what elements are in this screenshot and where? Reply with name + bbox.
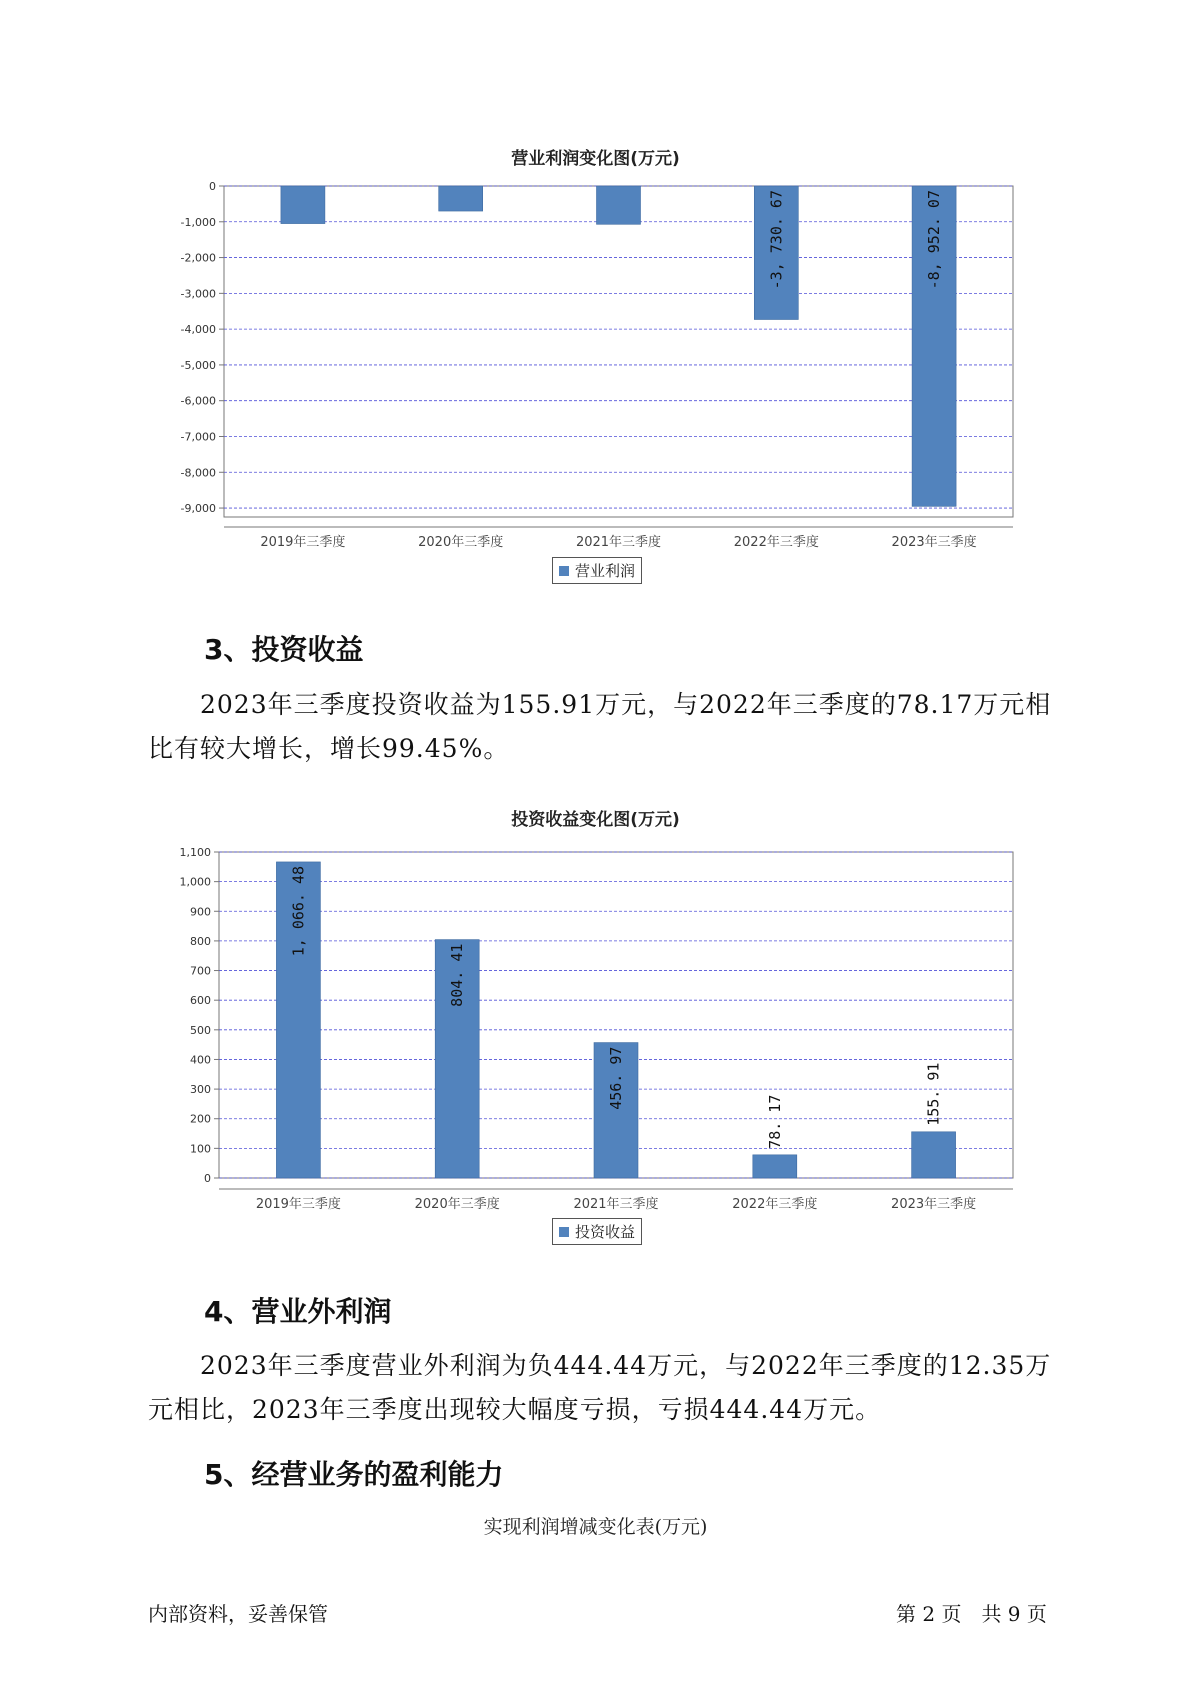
bar [912,1132,956,1178]
category-label: 2021年三季度 [575,535,662,550]
category-label: 2020年三季度 [414,1197,500,1212]
y-tick-label: -9,000 [180,502,216,516]
legend-label: 营业利润 [575,562,636,580]
y-tick-label: -3,000 [180,287,216,301]
y-tick-label: 0 [204,1172,211,1185]
y-tick-label: 600 [190,994,211,1008]
category-label: 2022年三季度 [733,535,819,550]
category-label: 2023年三季度 [891,1197,977,1212]
y-tick-label: -1,000 [180,215,216,229]
chart-title-operating-profit: 营业利润变化图(万元) [511,149,680,169]
category-label: 2022年三季度 [732,1197,818,1212]
category-label: 2023年三季度 [891,535,977,550]
y-tick-label: 100 [190,1142,211,1156]
data-label: -8, 952. 07 [925,190,944,290]
y-tick-label: 300 [190,1083,211,1097]
y-tick-label: -6,000 [180,394,216,408]
category-label: 2019年三季度 [260,535,346,550]
data-label: 1, 066. 48 [289,865,308,957]
section-heading-investment: 3、投资收益 [204,633,364,666]
bar [753,1155,797,1178]
data-label: 155. 91 [924,1062,943,1126]
legend-label: 投资收益 [575,1223,636,1241]
data-label: 456. 97 [607,1046,625,1110]
y-tick-label: 400 [190,1053,211,1067]
table-caption: 实现利润增减变化表(万元) [483,1516,708,1538]
y-tick-label: -8,000 [180,466,216,480]
y-tick-label: 0 [209,180,216,193]
legend-swatch [559,1227,569,1237]
y-tick-label: -7,000 [180,430,216,444]
paragraph-non-operating: 2023年三季度营业外利润为负444.44万元，与2022年三季度的12.35万元相比，2023年三季度出现较大幅度亏损，亏损444.44万元。 [148,1351,1052,1424]
y-tick-label: 800 [190,934,211,948]
data-label: -3, 730. 67 [767,190,786,290]
legend-investment-income [552,1218,642,1245]
y-tick-label: 200 [190,1112,211,1126]
data-label: 804. 41 [448,943,467,1007]
y-tick-label: -5,000 [180,358,216,372]
paragraph-investment: 2023年三季度投资收益为155.91万元，与2022年三季度的78.17万元相比有较大增长，增长99.45%。 [148,690,1052,763]
data-label: 78. 17 [765,1094,784,1149]
y-tick-label: -2,000 [180,251,216,265]
y-tick-label: 500 [190,1023,211,1037]
chart-title-investment-income: 投资收益变化图(万元) [511,810,680,830]
category-label: 2021年三季度 [573,1197,659,1212]
y-tick-label: 1,000 [179,875,211,889]
y-tick-label: 1,100 [179,846,211,859]
category-label: 2020年三季度 [418,535,504,550]
footer-confidential: 内部资料，妥善保管 [148,1602,328,1626]
y-tick-label: 900 [190,905,211,919]
section-heading-profitability: 5、经营业务的盈利能力 [204,1458,504,1491]
category-label: 2019年三季度 [255,1197,341,1212]
y-tick-label: -4,000 [180,323,216,337]
footer-page-number: 第 2 页 共 9 页 [896,1602,1047,1626]
section-heading-non-operating: 4、营业外利润 [204,1295,392,1328]
y-tick-label: 700 [190,964,211,978]
